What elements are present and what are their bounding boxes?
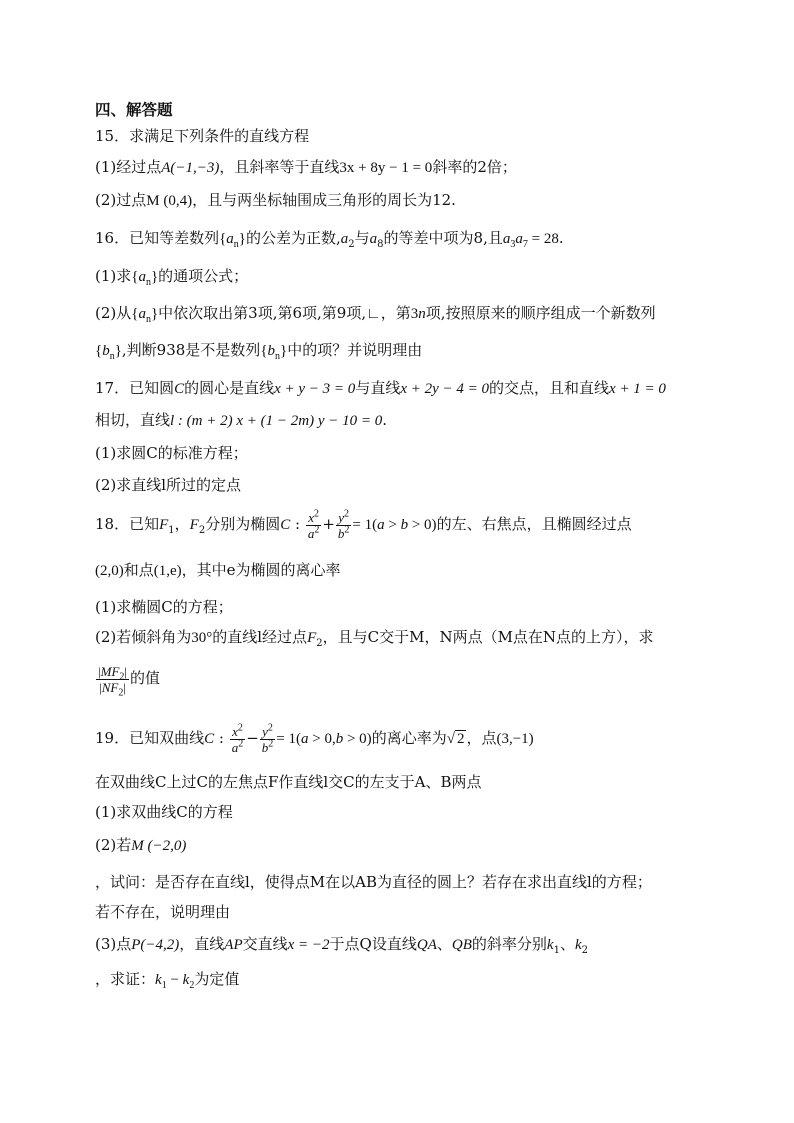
- q19-part1: (1)求双曲线C的方程: [95, 803, 233, 821]
- q15-part2: (2)过点M (0,4)，且与两坐标轴围成三角形的周长为12.: [95, 191, 456, 209]
- section-heading: 四、解答题: [95, 101, 173, 119]
- q19-stem: 19．已知双曲线C : $\frac{x^2}{a^2}$ − $\frac{y^2}{b^2}$ = 1(a > 0,b > 0)的离心率为√ 2 ，点(3,−1): [95, 722, 534, 755]
- q19-part2-cont2: 若不存在，说明理由: [95, 903, 231, 921]
- q16-part2-cont: $\{b_n\}$,判断938是不是数列$\{b_n\}$中的项？并说明理由: [95, 341, 423, 362]
- q17-part1: (1)求圆C的标准方程；: [95, 444, 248, 462]
- q19-part3-cont: ，求证：$k_1 - k_2$为定值: [95, 970, 240, 991]
- q19-part2-cont: ，试问：是否存在直线l，使得点M在以AB为直径的圆上？若存在求出直线l的方程；: [95, 873, 652, 891]
- math-line-eq: 3x + 8y − 1 = 0: [339, 160, 433, 176]
- q18-part2: (2)若倾斜角为30°的直线l经过点$F_2$，且与C交于M，N两点（M点在N点的上方），求: [95, 628, 654, 649]
- q19-part3: (3)点P(−4,2)，直线AP交直线x = −2于点Q设直线QA、QB的斜率分别$k_1$、$k_2$: [95, 935, 588, 956]
- q19-part2: (2)若M (−2,0): [95, 836, 187, 854]
- q18-part2-cont: $\frac{|MF_2|}{|NF_2|}$ 的值: [98, 663, 161, 699]
- q18-stem: 18．已知$F_1$，$F_2$分别为椭圆C : $\frac{x^2}{a^2}$ + $\frac{y^2}{b^2}$ = 1(a > b > 0)的左、右焦点，且椭圆经过点: [95, 508, 632, 541]
- q16-part2: (2)从$\{a_n\}$中依次取出第3项,第6项,第9项,∟，第3n项,按照原来的顺序组成一个新数列: [95, 304, 656, 325]
- q18-stem-cont: (2,0)和点(1,e)，其中e为椭圆的离心率: [95, 561, 341, 579]
- q19-stem-cont: 在双曲线C上过C的左焦点F作直线l交C的左支于A、B两点: [95, 773, 482, 791]
- q16-stem: 16．已知等差数列$\{a_n\}$的公差为正数$,a_2$与$a_8$的等差中项为8,且$a_3a_7 = 28$.: [95, 229, 564, 250]
- q15-part1: (1)经过点A(−1,−3)，且斜率等于直线3x + 8y − 1 = 0斜率的2倍；: [95, 158, 517, 176]
- math-point-m: M (0,4): [146, 193, 193, 209]
- q18-part1: (1)求椭圆C的方程；: [95, 598, 233, 616]
- q17-stem: 17．已知圆C的圆心是直线x + y − 3 = 0与直线x + 2y − 4 = 0的交点，且和直线x + 1 = 0: [95, 379, 666, 397]
- math-point-a: A(−1,−3): [161, 160, 220, 176]
- q17-part2: (2)求直线l所过的定点: [95, 476, 242, 494]
- q17-stem-cont: 相切，直线l : (m + 2) x + (1 − 2m) y − 10 = 0.: [95, 411, 388, 429]
- q15-stem: 15．求满足下列条件的直线方程: [95, 127, 310, 145]
- q16-part1: (1)求$\{a_n\}$的通项公式；: [95, 267, 249, 288]
